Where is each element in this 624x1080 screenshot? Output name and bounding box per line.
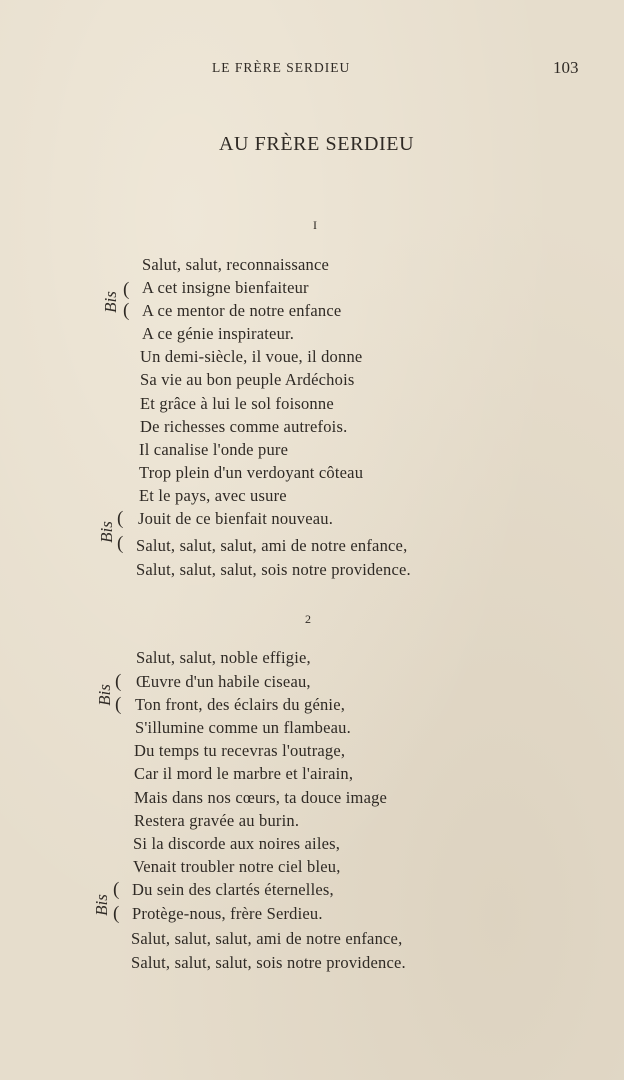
verse-line: Jouit de ce bienfait nouveau.	[138, 509, 334, 528]
verse-line: Œuvre d'un habile ciseau,	[136, 672, 311, 691]
verse-line: Salut, salut, reconnaissance	[142, 255, 330, 274]
verse-line: Sa vie au bon peuple Ardéchois	[140, 370, 355, 389]
verse-line: Salut, salut, salut, sois notre providence.	[136, 560, 411, 579]
verse-line: Salut, salut, noble effigie,	[136, 648, 311, 667]
verse-line: Et grâce à lui le sol foisonne	[140, 394, 334, 413]
stanza-number: I	[313, 218, 317, 232]
bis-mark: Bis	[91, 894, 111, 916]
verse-line: Et le pays, avec usure	[139, 486, 287, 505]
verse-line: A cet insigne bienfaiteur	[142, 278, 309, 297]
brace-paren: (	[123, 300, 130, 321]
brace-paren: (	[113, 879, 120, 900]
brace-paren: (	[117, 508, 124, 529]
brace-paren: (	[115, 694, 122, 715]
verse-line: A ce génie inspirateur.	[142, 324, 295, 343]
verse-line: Trop plein d'un verdoyant côteau	[139, 463, 364, 482]
verse-line: Venait troubler notre ciel bleu,	[133, 857, 341, 876]
running-title: LE FRÈRE SERDIEU	[212, 60, 351, 75]
verse-line: Si la discorde aux noires ailes,	[133, 834, 341, 853]
verse-line: Protège-nous, frère Serdieu.	[132, 904, 323, 923]
verse-line: Ton front, des éclairs du génie,	[135, 695, 346, 714]
bis-mark: Bis	[94, 684, 114, 706]
bis-mark: Bis	[96, 521, 116, 543]
verse-line: Il canalise l'onde pure	[139, 440, 289, 459]
verse-line: Car il mord le marbre et l'airain,	[134, 764, 354, 783]
verse-line: Du sein des clartés éternelles,	[132, 880, 334, 899]
page-number: 103	[553, 58, 579, 77]
verse-line: A ce mentor de notre enfance	[142, 301, 342, 320]
brace-paren: (	[123, 279, 130, 300]
poem-title: AU FRÈRE SERDIEU	[219, 133, 415, 155]
running-head	[0, 60, 594, 80]
verse-line: S'illumine comme un flambeau.	[135, 718, 351, 737]
brace-paren: (	[113, 903, 120, 924]
verse-line: Du temps tu recevras l'outrage,	[134, 741, 346, 760]
verse-line: Salut, salut, salut, ami de notre enfance,	[136, 536, 408, 555]
verse-line: Salut, salut, salut, ami de notre enfance,	[131, 929, 403, 948]
bis-mark: Bis	[100, 291, 120, 313]
stanza-number: 2	[305, 612, 311, 626]
verse-line: Salut, salut, salut, sois notre providence.	[131, 953, 406, 972]
verse-line: Un demi-siècle, il voue, il donne	[140, 347, 363, 366]
verse-line: Restera gravée au burin.	[134, 811, 300, 830]
brace-paren: (	[117, 533, 124, 554]
verse-line: Mais dans nos cœurs, ta douce image	[134, 788, 388, 807]
brace-paren: (	[115, 671, 122, 692]
verse-line: De richesses comme autrefois.	[140, 417, 348, 436]
